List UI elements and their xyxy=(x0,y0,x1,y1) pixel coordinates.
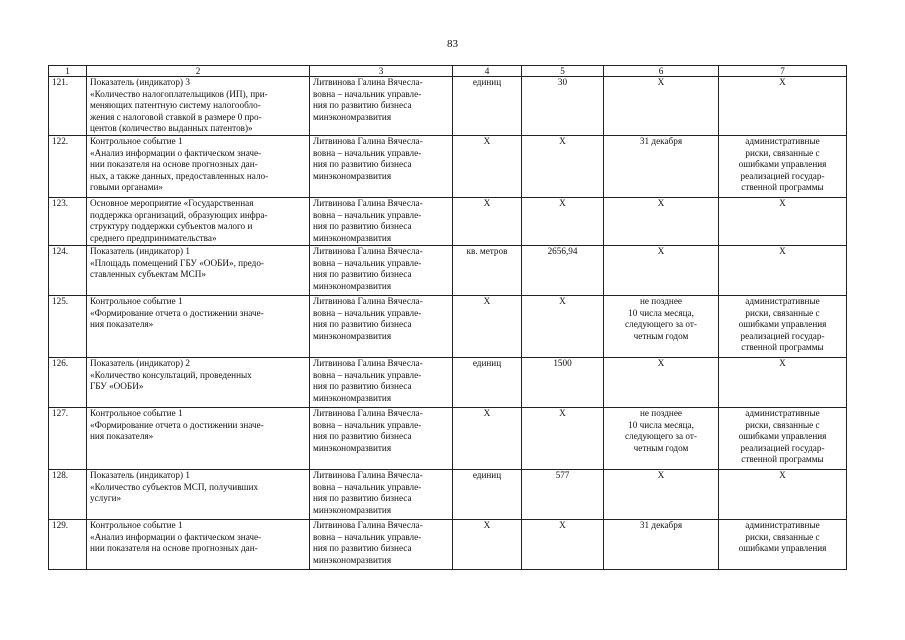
unit: Х xyxy=(453,295,522,357)
measure-name: Контрольное событие 1 «Анализ информации о фактическом значе- нии показателя на основе прогнозных дан- xyxy=(87,519,310,569)
table-row xyxy=(49,135,847,197)
column-header: 1 xyxy=(49,66,87,77)
row-number: 127. xyxy=(49,407,87,469)
responsible-person: Литвинова Галина Вячесла- вовна – начальник управле- ния по развитию бизнеса минэкономразвития xyxy=(310,469,453,519)
deadline: Х xyxy=(604,245,719,295)
risks: Х xyxy=(719,245,847,295)
deadline: Х xyxy=(604,197,719,245)
unit: единиц xyxy=(453,357,522,407)
deadline: не позднее 10 числа месяца, следующего за от- четным годом xyxy=(604,407,719,469)
table-row xyxy=(49,245,847,295)
deadline: не позднее 10 числа месяца, следующего за от- четным годом xyxy=(604,295,719,357)
value: 577 xyxy=(522,469,604,519)
unit: Х xyxy=(453,519,522,569)
measures-table xyxy=(48,65,847,570)
value: Х xyxy=(522,407,604,469)
column-header: 4 xyxy=(453,66,522,77)
deadline: Х xyxy=(604,357,719,407)
column-header: 7 xyxy=(719,66,847,77)
risks: Х xyxy=(719,469,847,519)
value: 2656,94 xyxy=(522,245,604,295)
responsible-person: Литвинова Галина Вячесла- вовна – начальник управле- ния по развитию бизнеса минэкономразвития xyxy=(310,357,453,407)
row-number: 123. xyxy=(49,197,87,245)
value: Х xyxy=(522,197,604,245)
table-row xyxy=(49,407,847,469)
table-row xyxy=(49,197,847,245)
risks: административные риски, связанные с ошибками управления реализацией государ- ственной программы xyxy=(719,135,847,197)
unit: единиц xyxy=(453,77,522,136)
value: 1500 xyxy=(522,357,604,407)
value: Х xyxy=(522,295,604,357)
deadline: 31 декабря xyxy=(604,519,719,569)
row-number: 122. xyxy=(49,135,87,197)
risks: Х xyxy=(719,197,847,245)
responsible-person: Литвинова Галина Вячесла- вовна – начальник управле- ния по развитию бизнеса минэкономразвития xyxy=(310,77,453,136)
column-header: 5 xyxy=(522,66,604,77)
row-number: 121. xyxy=(49,77,87,136)
column-header: 6 xyxy=(604,66,719,77)
measure-name: Контрольное событие 1 «Формирование отчета о достижении значе- ния показателя» xyxy=(87,295,310,357)
measure-name: Контрольное событие 1 «Формирование отчета о достижении значе- ния показателя» xyxy=(87,407,310,469)
page-number: 83 xyxy=(447,38,458,50)
measure-name: Показатель (индикатор) 1 «Площадь помещений ГБУ «ООБИ», предо- ставленных субъектам МСП» xyxy=(87,245,310,295)
responsible-person: Литвинова Галина Вячесла- вовна – начальник управле- ния по развитию бизнеса минэкономразвития xyxy=(310,407,453,469)
row-number: 128. xyxy=(49,469,87,519)
responsible-person: Литвинова Галина Вячесла- вовна – начальник управле- ния по развитию бизнеса минэкономразвития xyxy=(310,197,453,245)
deadline: Х xyxy=(604,469,719,519)
unit: Х xyxy=(453,135,522,197)
risks: Х xyxy=(719,77,847,136)
table-row xyxy=(49,469,847,519)
row-number: 125. xyxy=(49,295,87,357)
risks: Х xyxy=(719,357,847,407)
table-row xyxy=(49,295,847,357)
table-row xyxy=(49,519,847,569)
value: 30 xyxy=(522,77,604,136)
risks: административные риски, связанные с ошибками управления реализацией государ- ственной программы xyxy=(719,407,847,469)
row-number: 124. xyxy=(49,245,87,295)
measure-name: Показатель (индикатор) 2 «Количество консультаций, проведенных ГБУ «ООБИ» xyxy=(87,357,310,407)
header-row xyxy=(49,66,847,77)
responsible-person: Литвинова Галина Вячесла- вовна – начальник управле- ния по развитию бизнеса минэкономразвития xyxy=(310,519,453,569)
measure-name: Показатель (индикатор) 3 «Количество налогоплательщиков (ИП), при- меняющих патентную систему налогообло- жения с налоговой ставкой в размере 0 про- центов (количество выданных патентов)» xyxy=(87,77,310,136)
table-row xyxy=(49,357,847,407)
risks: административные риски, связанные с ошибками управления xyxy=(719,519,847,569)
measure-name: Показатель (индикатор) 1 «Количество субъектов МСП, получивших услуги» xyxy=(87,469,310,519)
column-header: 2 xyxy=(87,66,310,77)
measure-name: Основное мероприятие «Государственная поддержка организаций, образующих инфра- структуру поддержки субъектов малого и среднего предпринимательства» xyxy=(87,197,310,245)
responsible-person: Литвинова Галина Вячесла- вовна – начальник управле- ния по развитию бизнеса минэкономразвития xyxy=(310,135,453,197)
unit: кв. метров xyxy=(453,245,522,295)
measure-name: Контрольное событие 1 «Анализ информации о фактическом значе- нии показателя на основе прогнозных дан- ных, а также данных, предоставленных нало- говыми органами» xyxy=(87,135,310,197)
column-header: 3 xyxy=(310,66,453,77)
deadline: 31 декабря xyxy=(604,135,719,197)
row-number: 129. xyxy=(49,519,87,569)
deadline: Х xyxy=(604,77,719,136)
unit: Х xyxy=(453,407,522,469)
responsible-person: Литвинова Галина Вячесла- вовна – начальник управле- ния по развитию бизнеса минэкономразвития xyxy=(310,295,453,357)
unit: Х xyxy=(453,197,522,245)
unit: единиц xyxy=(453,469,522,519)
table-row xyxy=(49,77,847,136)
value: Х xyxy=(522,519,604,569)
value: Х xyxy=(522,135,604,197)
row-number: 126. xyxy=(49,357,87,407)
responsible-person: Литвинова Галина Вячесла- вовна – начальник управле- ния по развитию бизнеса минэкономразвития xyxy=(310,245,453,295)
risks: административные риски, связанные с ошибками управления реализацией государ- ственной программы xyxy=(719,295,847,357)
